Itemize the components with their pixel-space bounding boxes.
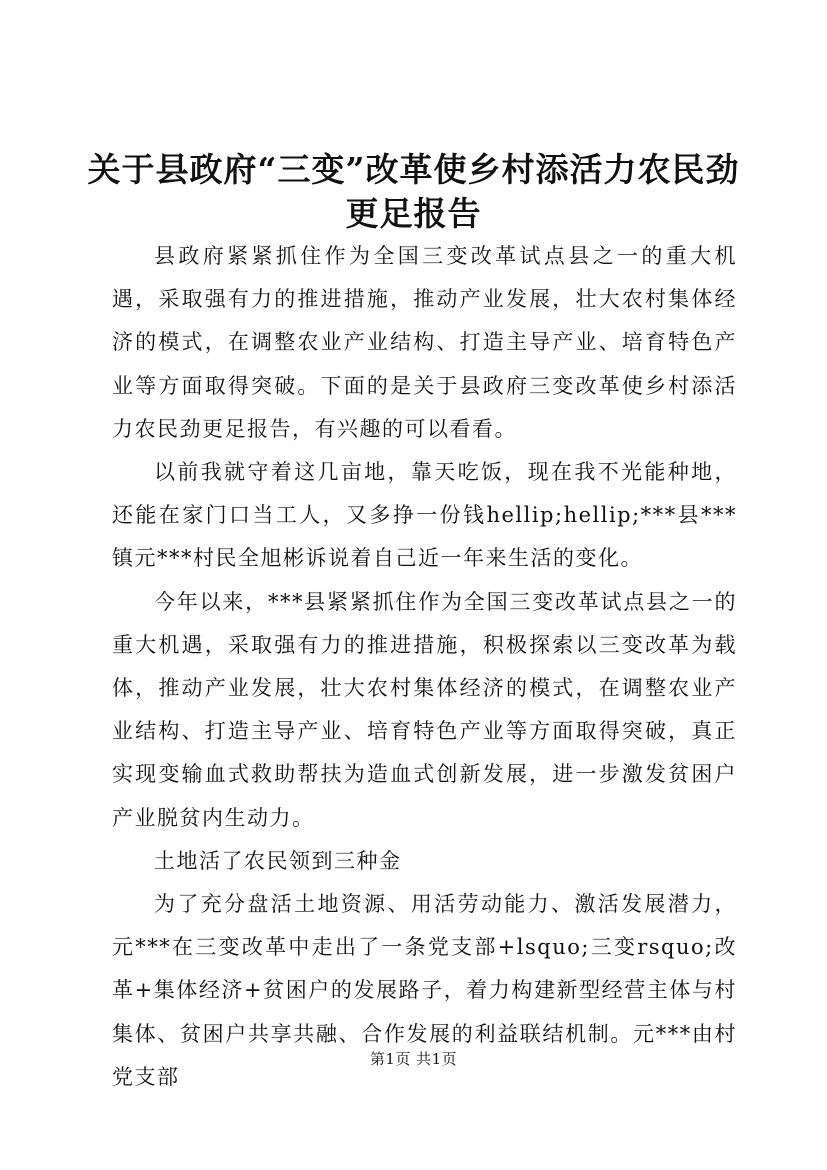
paragraph-land: 为了充分盘活土地资源、用活劳动能力、激活发展潜力，元***在三变改革中走出了一条党支部+lsquo;三变rsquo;改革+集体经济+贫困户的发展路子，着力构建新型经营主体与村集体、贫困户共享共融、合作发展的利益联结机制。元***由村党支部 (112, 892, 737, 1089)
paragraph-intro: 县政府紧紧抓住作为全国三变改革试点县之一的重大机遇，采取强有力的推进措施，推动产业发展，壮大农村集体经济的模式，在调整农业产业结构、打造主导产业、培育特色产业等方面取得突破。下面的是关于县政府三变改革使乡村添活力农民劲更足报告，有兴趣的可以看看。 (112, 244, 737, 441)
page-footer: 第1页 共1页 (369, 1050, 458, 1068)
document-body (112, 235, 737, 1099)
title-line-1: 关于县政府“三变”改革使乡村添活力农民劲 (87, 150, 740, 189)
document-title (60, 148, 767, 236)
paragraph-quote: 以前我就守着这几亩地，靠天吃饭，现在我不光能种地，还能在家门口当工人，又多挣一份钱hellip;hellip;***县***镇元***村民全旭彬诉说着自己近一年来生活的变化。 (112, 460, 737, 571)
section-heading: 土地活了农民领到三种金 (154, 848, 402, 873)
paragraph-overview: 今年以来，***县紧紧抓住作为全国三变改革试点县之一的重大机遇，采取强有力的推进措施，积极探索以三变改革为载体，推动产业发展，壮大农村集体经济的模式，在调整农业产业结构、打造主导产业、培育特色产业等方面取得突破，真正实现变输血式救助帮扶为造血式创新发展，进一步激发贫困户产业脱贫内生动力。 (112, 589, 737, 830)
title-line-2: 更足报告 (345, 194, 482, 233)
